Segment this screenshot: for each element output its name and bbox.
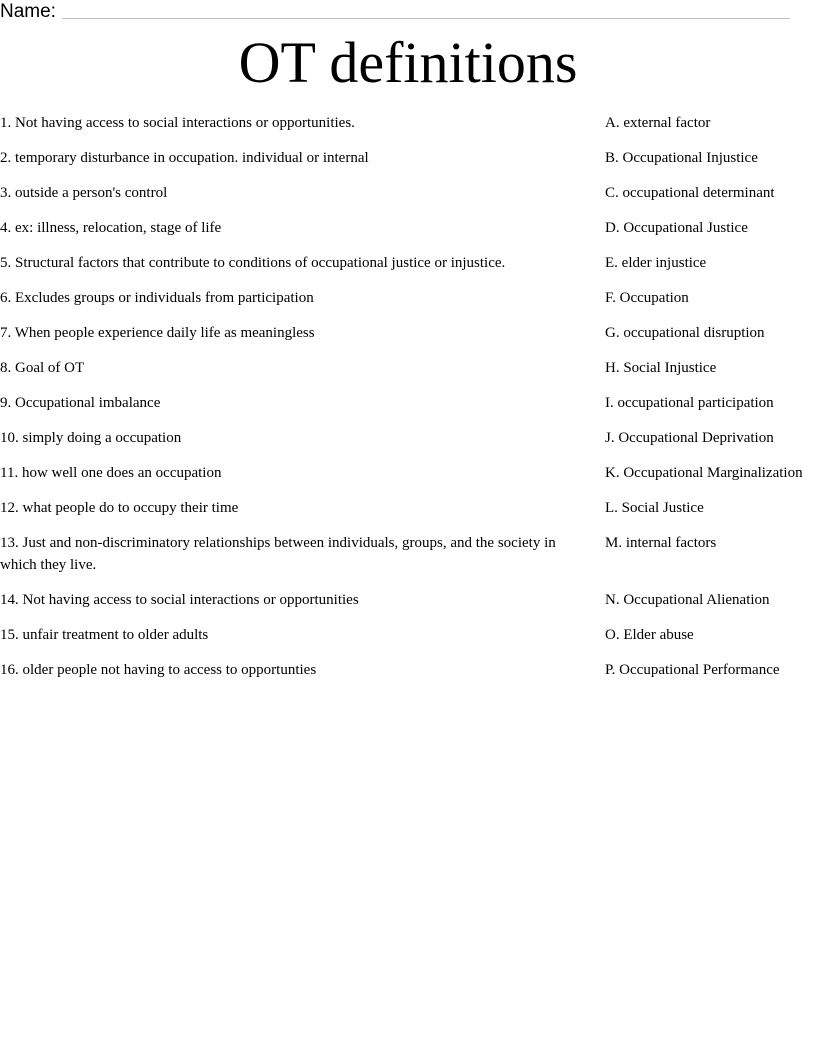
definition-clue: 4. ex: illness, relocation, stage of life	[0, 220, 222, 236]
column-gap	[580, 252, 605, 274]
term-option: F. Occupation	[605, 290, 689, 306]
term-option: P. Occupational Performance	[605, 662, 780, 678]
term-option: L. Social Justice	[605, 500, 704, 516]
definition-clue: 6. Excludes groups or individuals from participation	[0, 290, 314, 306]
name-blank-line[interactable]	[62, 18, 790, 19]
term-option: N. Occupational Alienation	[605, 592, 770, 608]
term-option: M. internal factors	[605, 535, 717, 551]
definition-clue: 12. what people do to occupy their time	[0, 500, 239, 516]
matching-row	[0, 659, 816, 694]
term-option: D. Occupational Justice	[605, 220, 748, 236]
matching-row	[0, 357, 816, 392]
column-gap	[580, 357, 605, 379]
definition-clue: 3. outside a person's control	[0, 185, 168, 201]
term-option: C. occupational determinant	[605, 185, 775, 201]
matching-row	[0, 589, 816, 624]
matching-list	[0, 112, 816, 694]
column-gap	[580, 497, 605, 519]
term-option: A. external factor	[605, 115, 711, 131]
definition-clue: 14. Not having access to social interactions or opportunities	[0, 592, 359, 608]
matching-row	[0, 287, 816, 322]
matching-row	[0, 624, 816, 659]
column-gap	[580, 217, 605, 239]
column-gap	[580, 624, 605, 646]
column-gap	[580, 532, 605, 576]
matching-row	[0, 392, 816, 427]
definition-clue: 8. Goal of OT	[0, 360, 85, 376]
matching-row	[0, 322, 816, 357]
definition-clue: 15. unfair treatment to older adults	[0, 627, 209, 643]
definition-clue: 1. Not having access to social interactions or opportunities.	[0, 115, 355, 131]
name-label: Name:	[0, 1, 56, 22]
matching-row	[0, 532, 816, 589]
column-gap	[580, 462, 605, 484]
term-option: I. occupational participation	[605, 395, 774, 411]
term-option: K. Occupational Marginalization	[605, 465, 803, 481]
column-gap	[580, 392, 605, 414]
column-gap	[580, 147, 605, 169]
matching-row	[0, 252, 816, 287]
matching-row	[0, 112, 816, 147]
column-gap	[580, 182, 605, 204]
page-title: OT definitions	[238, 30, 578, 95]
term-option: E. elder injustice	[605, 255, 707, 271]
definition-clue: 10. simply doing a occupation	[0, 430, 182, 446]
definition-clue: 11. how well one does an occupation	[0, 465, 222, 481]
term-option: J. Occupational Deprivation	[605, 430, 774, 446]
term-option: G. occupational disruption	[605, 325, 765, 341]
term-option: O. Elder abuse	[605, 627, 694, 643]
matching-row	[0, 147, 816, 182]
matching-row	[0, 217, 816, 252]
definition-clue: 16. older people not having to access to opportunties	[0, 662, 317, 678]
term-option: B. Occupational Injustice	[605, 150, 758, 166]
column-gap	[580, 427, 605, 449]
column-gap	[580, 589, 605, 611]
column-gap	[580, 287, 605, 309]
definition-clue: 2. temporary disturbance in occupation. individual or internal	[0, 150, 369, 166]
definition-clue: 7. When people experience daily life as meaningless	[0, 325, 315, 341]
matching-row	[0, 462, 816, 497]
definition-clue: 13. Just and non-discriminatory relationships between individuals, groups, and the society in which they live.	[0, 535, 556, 573]
name-field-row	[0, 0, 790, 22]
matching-row	[0, 427, 816, 462]
column-gap	[580, 112, 605, 134]
definition-clue: 9. Occupational imbalance	[0, 395, 161, 411]
matching-row	[0, 182, 816, 217]
term-option: H. Social Injustice	[605, 360, 717, 376]
matching-row	[0, 497, 816, 532]
definition-clue: 5. Structural factors that contribute to conditions of occupational justice or injustice.	[0, 255, 506, 271]
column-gap	[580, 322, 605, 344]
column-gap	[580, 659, 605, 681]
